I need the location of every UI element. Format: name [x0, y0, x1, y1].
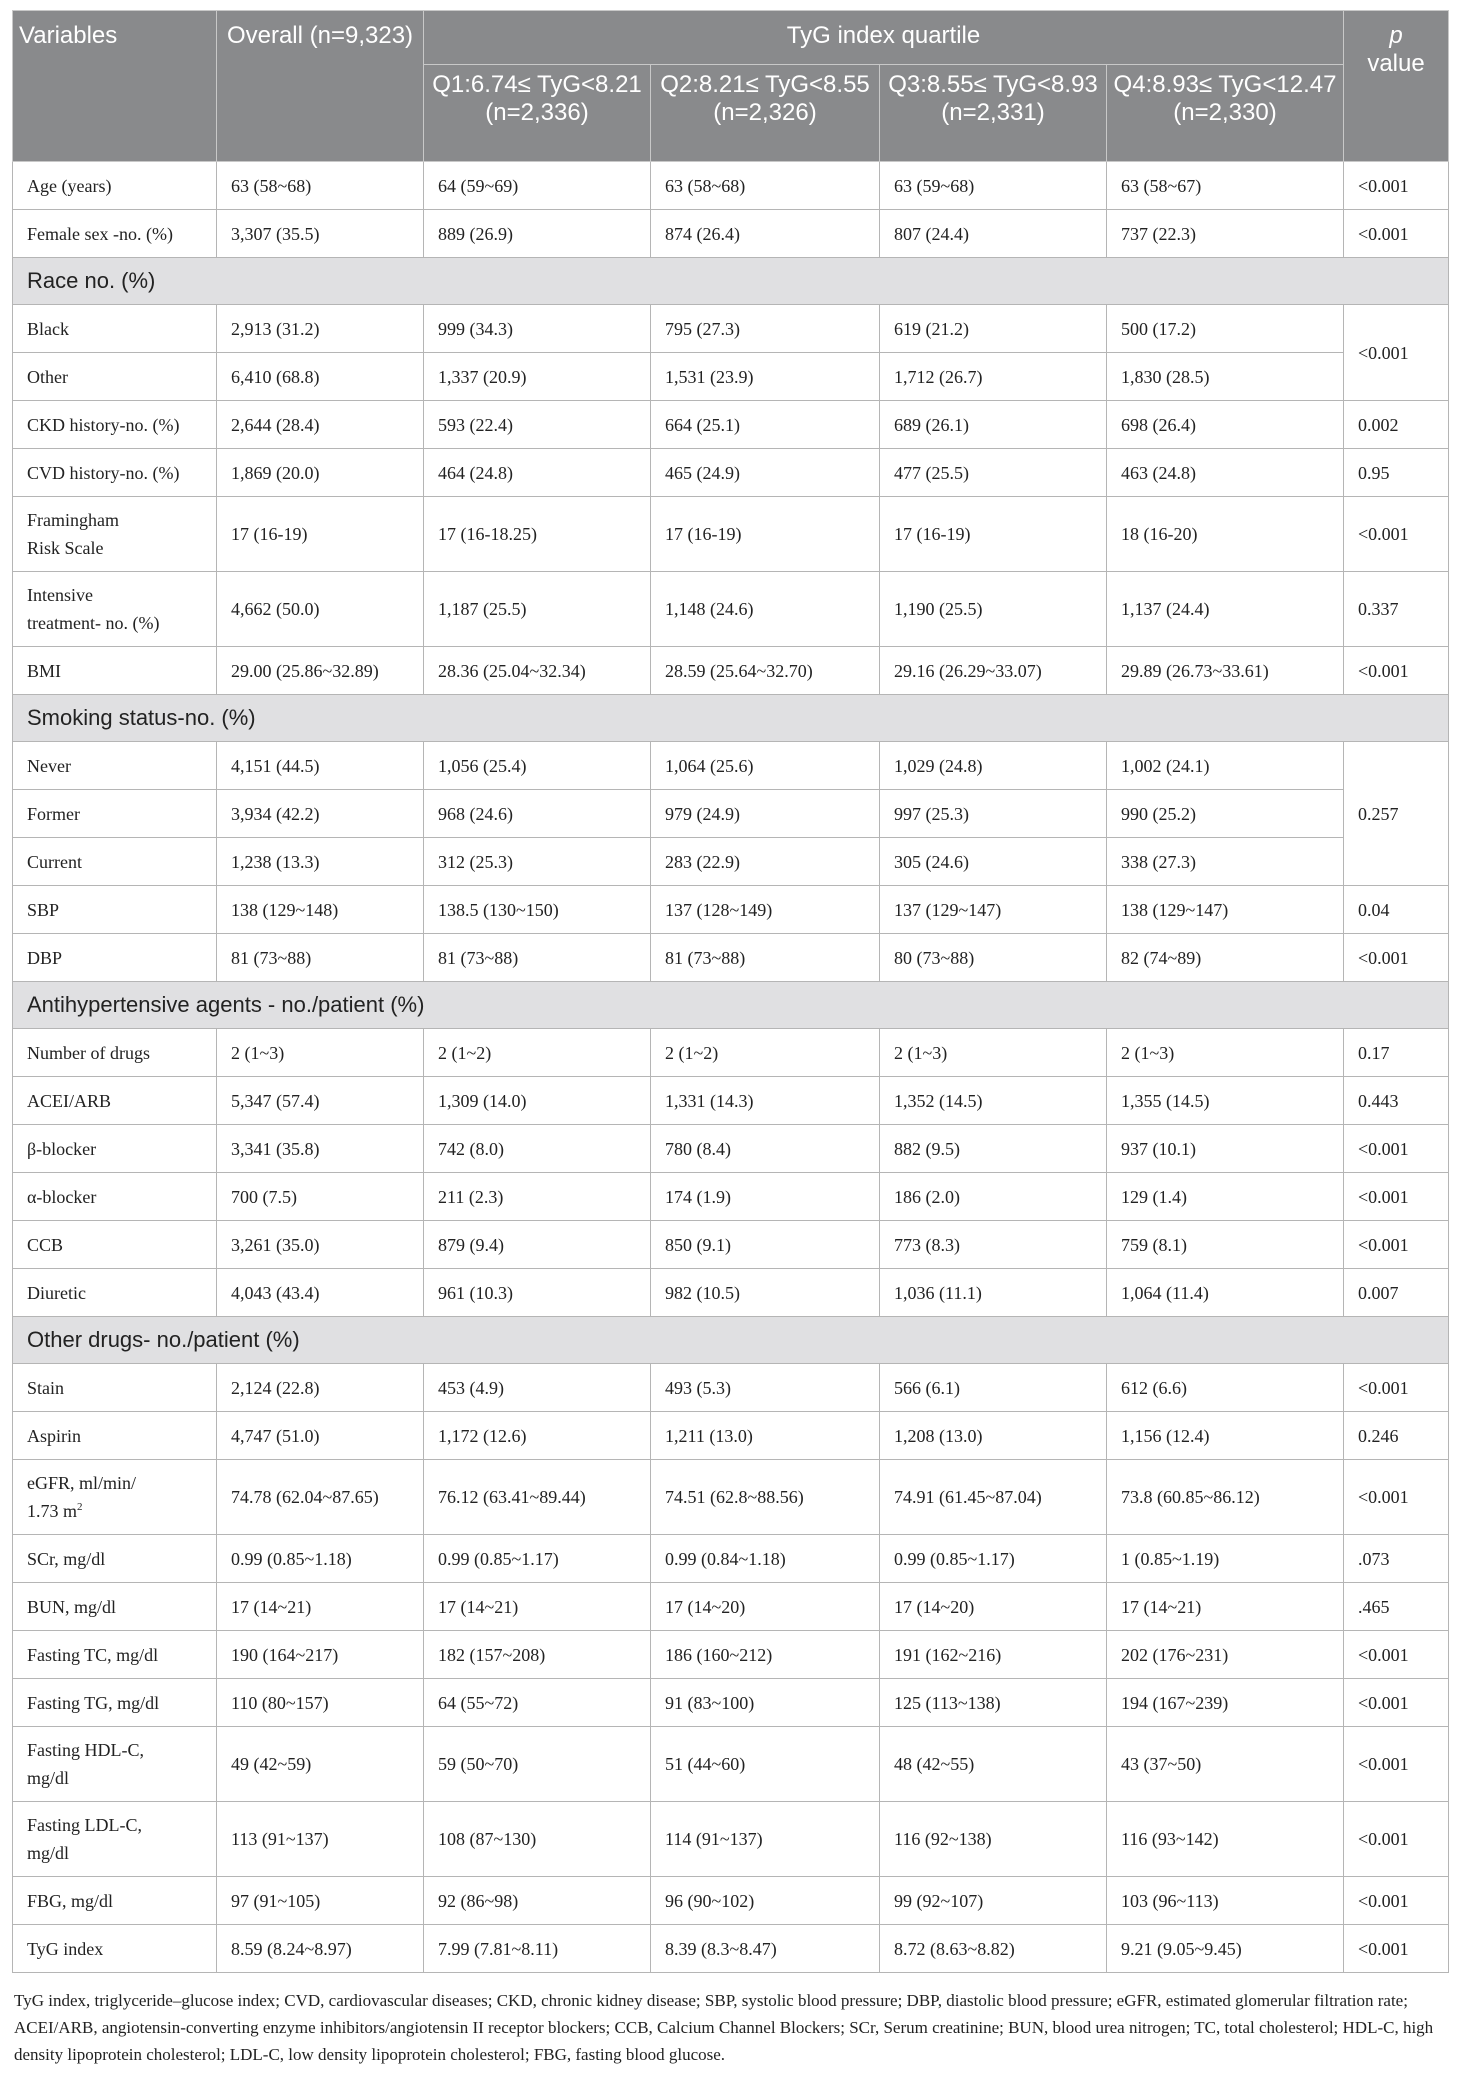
cell-q2: 664 (25.1) [651, 401, 880, 449]
row-label: SBP [13, 886, 217, 934]
cell-overall: 3,934 (42.2) [217, 790, 424, 838]
cell-q1: 1,172 (12.6) [424, 1412, 651, 1460]
cell-q2: 174 (1.9) [651, 1173, 880, 1221]
cell-q4: 759 (8.1) [1107, 1221, 1344, 1269]
section-row-other-drugs [13, 1317, 1449, 1364]
table-row [13, 1727, 1449, 1802]
section-title: Smoking status-no. (%) [13, 695, 1449, 742]
cell-p: 0.002 [1344, 401, 1449, 449]
cell-q3: 997 (25.3) [880, 790, 1107, 838]
section-title: Race no. (%) [13, 258, 1449, 305]
cell-q1: 1,056 (25.4) [424, 742, 651, 790]
cell-p: 0.04 [1344, 886, 1449, 934]
table-row [13, 1535, 1449, 1583]
cell-q2: 795 (27.3) [651, 305, 880, 353]
cell-q3: 305 (24.6) [880, 838, 1107, 886]
section-title: Other drugs- no./patient (%) [13, 1317, 1449, 1364]
cell-q3: 882 (9.5) [880, 1125, 1107, 1173]
cell-q4: 9.21 (9.05~9.45) [1107, 1925, 1344, 1973]
cell-q3: 17 (16-19) [880, 497, 1107, 572]
cell-q3: 1,036 (11.1) [880, 1269, 1107, 1317]
cell-p: 0.95 [1344, 449, 1449, 497]
cell-p: <0.001 [1344, 305, 1449, 401]
section-row-race [13, 258, 1449, 305]
row-label-line2: mg/dl [27, 1768, 70, 1788]
cell-overall: 63 (58~68) [217, 162, 424, 210]
table-row [13, 305, 1449, 353]
row-label-line1: Fasting HDL-C, [27, 1740, 144, 1760]
cell-q3: 689 (26.1) [880, 401, 1107, 449]
cell-q3: 17 (14~20) [880, 1583, 1107, 1631]
table-row [13, 1925, 1449, 1973]
cell-overall: 74.78 (62.04~87.65) [217, 1460, 424, 1535]
cell-overall: 138 (129~148) [217, 886, 424, 934]
cell-p: 0.246 [1344, 1412, 1449, 1460]
row-label: Other [13, 353, 217, 401]
row-label [13, 572, 217, 647]
cell-q4: 612 (6.6) [1107, 1364, 1344, 1412]
cell-q4: 737 (22.3) [1107, 210, 1344, 258]
cell-q3: 63 (59~68) [880, 162, 1107, 210]
row-label: DBP [13, 934, 217, 982]
row-label-line2: treatment- no. (%) [27, 613, 160, 633]
table-row [13, 1460, 1449, 1535]
cell-q3: 186 (2.0) [880, 1173, 1107, 1221]
cell-q4: 500 (17.2) [1107, 305, 1344, 353]
cell-p: <0.001 [1344, 1125, 1449, 1173]
table-row [13, 497, 1449, 572]
cell-overall: 700 (7.5) [217, 1173, 424, 1221]
cell-q3: 8.72 (8.63~8.82) [880, 1925, 1107, 1973]
cell-overall: 17 (16-19) [217, 497, 424, 572]
row-label: Current [13, 838, 217, 886]
cell-p: <0.001 [1344, 647, 1449, 695]
cell-q1: 464 (24.8) [424, 449, 651, 497]
cell-q3: 773 (8.3) [880, 1221, 1107, 1269]
cell-q4: 990 (25.2) [1107, 790, 1344, 838]
row-label: TyG index [13, 1925, 217, 1973]
cell-q1: 999 (34.3) [424, 305, 651, 353]
cell-q4: 1,355 (14.5) [1107, 1077, 1344, 1125]
row-label-line2: Risk Scale [27, 538, 104, 558]
cell-q3: 191 (162~216) [880, 1631, 1107, 1679]
row-label-line1: Intensive [27, 585, 93, 605]
cell-q3: 1,352 (14.5) [880, 1077, 1107, 1125]
row-label [13, 1802, 217, 1877]
cell-q4: 202 (176~231) [1107, 1631, 1344, 1679]
cell-q4: 2 (1~3) [1107, 1029, 1344, 1077]
cell-q3: 80 (73~88) [880, 934, 1107, 982]
table-footnote: TyG index, triglyceride–glucose index; CVD, cardiovascular diseases; CKD, chronic kidney disease; SBP, systolic blood pressure; DBP, diastolic blood pressure; eGFR, estimated glomerular filtration rate; ACEI/ARB, angiotensin-converting enzyme inhibitors/angiotensin II receptor blockers; CCB, Calcium Channel Blockers; SCr, Serum creatinine; BUN, blood urea nitrogen; TC, total cholesterol; HDL-C, high density lipoprotein cholesterol; LDL-C, low density lipoprotein cholesterol; FBG, fasting blood glucose. [14, 1991, 1434, 2064]
cell-q4: 17 (14~21) [1107, 1583, 1344, 1631]
cell-q1: 0.99 (0.85~1.17) [424, 1535, 651, 1583]
row-label: Fasting TG, mg/dl [13, 1679, 217, 1727]
cell-q2: 465 (24.9) [651, 449, 880, 497]
cell-q3: 1,208 (13.0) [880, 1412, 1107, 1460]
cell-q2: 17 (16-19) [651, 497, 880, 572]
baseline-characteristics-table [12, 10, 1449, 1973]
row-label-line1: eGFR, ml/min/ [27, 1473, 137, 1493]
cell-q2: 493 (5.3) [651, 1364, 880, 1412]
cell-overall: 4,151 (44.5) [217, 742, 424, 790]
table-row [13, 934, 1449, 982]
row-label: Age (years) [13, 162, 217, 210]
cell-q1: 879 (9.4) [424, 1221, 651, 1269]
cell-q2: 1,211 (13.0) [651, 1412, 880, 1460]
cell-overall: 113 (91~137) [217, 1802, 424, 1877]
cell-overall: 3,307 (35.5) [217, 210, 424, 258]
row-label: Aspirin [13, 1412, 217, 1460]
table-row [13, 1173, 1449, 1221]
row-label: CKD history-no. (%) [13, 401, 217, 449]
cell-q1: 1,337 (20.9) [424, 353, 651, 401]
cell-q1: 211 (2.3) [424, 1173, 651, 1221]
cell-q1: 742 (8.0) [424, 1125, 651, 1173]
cell-q3: 48 (42~55) [880, 1727, 1107, 1802]
cell-overall: 4,662 (50.0) [217, 572, 424, 647]
cell-overall: 1,238 (13.3) [217, 838, 424, 886]
cell-q4: 82 (74~89) [1107, 934, 1344, 982]
superscript: 2 [77, 1501, 83, 1513]
cell-p: <0.001 [1344, 1802, 1449, 1877]
row-label: CVD history-no. (%) [13, 449, 217, 497]
table-header [13, 11, 1449, 162]
cell-p: <0.001 [1344, 1679, 1449, 1727]
cell-p: .073 [1344, 1535, 1449, 1583]
cell-q1: 2 (1~2) [424, 1029, 651, 1077]
header-p-value [1344, 11, 1449, 162]
cell-q1: 1,309 (14.0) [424, 1077, 651, 1125]
row-label: α-blocker [13, 1173, 217, 1221]
row-label [13, 497, 217, 572]
cell-p: <0.001 [1344, 934, 1449, 982]
table-body [13, 162, 1449, 1973]
header-variables: Variables [13, 11, 217, 162]
table-row [13, 1877, 1449, 1925]
row-label: Former [13, 790, 217, 838]
cell-q3: 137 (129~147) [880, 886, 1107, 934]
cell-q4: 1,137 (24.4) [1107, 572, 1344, 647]
cell-q1: 968 (24.6) [424, 790, 651, 838]
cell-overall: 110 (80~157) [217, 1679, 424, 1727]
cell-q2: 96 (90~102) [651, 1877, 880, 1925]
table-row [13, 790, 1449, 838]
cell-q1: 64 (59~69) [424, 162, 651, 210]
table-row [13, 353, 1449, 401]
table-row [13, 1412, 1449, 1460]
cell-q1: 59 (50~70) [424, 1727, 651, 1802]
cell-q1: 64 (55~72) [424, 1679, 651, 1727]
cell-q1: 92 (86~98) [424, 1877, 651, 1925]
cell-q3: 807 (24.4) [880, 210, 1107, 258]
cell-p: <0.001 [1344, 1460, 1449, 1535]
cell-q1: 593 (22.4) [424, 401, 651, 449]
cell-overall: 81 (73~88) [217, 934, 424, 982]
cell-overall: 2,124 (22.8) [217, 1364, 424, 1412]
cell-q2: 74.51 (62.8~88.56) [651, 1460, 880, 1535]
table-container [12, 10, 1448, 2068]
row-label [13, 1460, 217, 1535]
cell-q4: 73.8 (60.85~86.12) [1107, 1460, 1344, 1535]
row-label: β-blocker [13, 1125, 217, 1173]
row-label: Diuretic [13, 1269, 217, 1317]
cell-q2: 186 (160~212) [651, 1631, 880, 1679]
cell-q2: 51 (44~60) [651, 1727, 880, 1802]
cell-q2: 8.39 (8.3~8.47) [651, 1925, 880, 1973]
cell-q2: 2 (1~2) [651, 1029, 880, 1077]
row-label-line1: Framingham [27, 510, 119, 530]
table-row [13, 886, 1449, 934]
cell-q3: 477 (25.5) [880, 449, 1107, 497]
cell-q3: 0.99 (0.85~1.17) [880, 1535, 1107, 1583]
cell-q4: 1,156 (12.4) [1107, 1412, 1344, 1460]
table-row [13, 1802, 1449, 1877]
cell-q2: 1,331 (14.3) [651, 1077, 880, 1125]
cell-q1: 1,187 (25.5) [424, 572, 651, 647]
cell-q3: 29.16 (26.29~33.07) [880, 647, 1107, 695]
cell-p: <0.001 [1344, 1631, 1449, 1679]
header-p-word: value [1367, 50, 1425, 77]
cell-overall: 3,261 (35.0) [217, 1221, 424, 1269]
cell-q2: 874 (26.4) [651, 210, 880, 258]
table-row [13, 838, 1449, 886]
cell-overall: 8.59 (8.24~8.97) [217, 1925, 424, 1973]
cell-overall: 2,644 (28.4) [217, 401, 424, 449]
cell-overall: 4,747 (51.0) [217, 1412, 424, 1460]
cell-p: 0.007 [1344, 1269, 1449, 1317]
row-label: Fasting TC, mg/dl [13, 1631, 217, 1679]
cell-q4: 1,002 (24.1) [1107, 742, 1344, 790]
table-row [13, 1364, 1449, 1412]
row-label-line2: 1.73 m [27, 1501, 78, 1521]
cell-overall: 6,410 (68.8) [217, 353, 424, 401]
cell-q4: 1 (0.85~1.19) [1107, 1535, 1344, 1583]
cell-p: <0.001 [1344, 162, 1449, 210]
cell-overall: 97 (91~105) [217, 1877, 424, 1925]
cell-overall: 2,913 (31.2) [217, 305, 424, 353]
cell-q4: 138 (129~147) [1107, 886, 1344, 934]
row-label [13, 1727, 217, 1802]
cell-q3: 74.91 (61.45~87.04) [880, 1460, 1107, 1535]
cell-q2: 1,531 (23.9) [651, 353, 880, 401]
cell-p: <0.001 [1344, 210, 1449, 258]
cell-q3: 619 (21.2) [880, 305, 1107, 353]
cell-p: <0.001 [1344, 497, 1449, 572]
cell-overall: 5,347 (57.4) [217, 1077, 424, 1125]
cell-q2: 850 (9.1) [651, 1221, 880, 1269]
cell-q3: 2 (1~3) [880, 1029, 1107, 1077]
cell-q2: 63 (58~68) [651, 162, 880, 210]
cell-overall: 29.00 (25.86~32.89) [217, 647, 424, 695]
cell-q1: 7.99 (7.81~8.11) [424, 1925, 651, 1973]
cell-q1: 108 (87~130) [424, 1802, 651, 1877]
header-q1: Q1:6.74≤ TyG<8.21 (n=2,336) [424, 65, 651, 162]
section-row-antihypertensive [13, 982, 1449, 1029]
cell-q2: 283 (22.9) [651, 838, 880, 886]
cell-q4: 1,830 (28.5) [1107, 353, 1344, 401]
table-row [13, 647, 1449, 695]
cell-q2: 979 (24.9) [651, 790, 880, 838]
cell-q2: 91 (83~100) [651, 1679, 880, 1727]
table-row [13, 1029, 1449, 1077]
row-label: SCr, mg/dl [13, 1535, 217, 1583]
cell-q4: 698 (26.4) [1107, 401, 1344, 449]
cell-p: <0.001 [1344, 1173, 1449, 1221]
cell-q3: 99 (92~107) [880, 1877, 1107, 1925]
cell-q1: 312 (25.3) [424, 838, 651, 886]
cell-q4: 463 (24.8) [1107, 449, 1344, 497]
cell-q1: 182 (157~208) [424, 1631, 651, 1679]
cell-q4: 43 (37~50) [1107, 1727, 1344, 1802]
table-row [13, 742, 1449, 790]
cell-overall: 190 (164~217) [217, 1631, 424, 1679]
cell-q4: 103 (96~113) [1107, 1877, 1344, 1925]
cell-q3: 125 (113~138) [880, 1679, 1107, 1727]
cell-q3: 566 (6.1) [880, 1364, 1107, 1412]
cell-q4: 194 (167~239) [1107, 1679, 1344, 1727]
row-label: BMI [13, 647, 217, 695]
cell-p: 0.337 [1344, 572, 1449, 647]
header-q2: Q2:8.21≤ TyG<8.55 (n=2,326) [651, 65, 880, 162]
cell-q1: 28.36 (25.04~32.34) [424, 647, 651, 695]
table-row [13, 401, 1449, 449]
section-row-smoking [13, 695, 1449, 742]
table-row [13, 1125, 1449, 1173]
cell-q4: 29.89 (26.73~33.61) [1107, 647, 1344, 695]
cell-p: <0.001 [1344, 1364, 1449, 1412]
row-label: Female sex -no. (%) [13, 210, 217, 258]
cell-q4: 63 (58~67) [1107, 162, 1344, 210]
cell-q1: 17 (16-18.25) [424, 497, 651, 572]
table-row [13, 210, 1449, 258]
cell-q3: 1,712 (26.7) [880, 353, 1107, 401]
section-title: Antihypertensive agents - no./patient (%) [13, 982, 1449, 1029]
table-row [13, 1221, 1449, 1269]
cell-q4: 1,064 (11.4) [1107, 1269, 1344, 1317]
cell-q2: 28.59 (25.64~32.70) [651, 647, 880, 695]
row-label: CCB [13, 1221, 217, 1269]
cell-q4: 18 (16-20) [1107, 497, 1344, 572]
cell-overall: 4,043 (43.4) [217, 1269, 424, 1317]
row-label: Never [13, 742, 217, 790]
header-p-letter: p [1389, 22, 1403, 49]
table-row [13, 449, 1449, 497]
cell-q4: 937 (10.1) [1107, 1125, 1344, 1173]
table-row [13, 1583, 1449, 1631]
cell-q3: 1,029 (24.8) [880, 742, 1107, 790]
cell-q3: 1,190 (25.5) [880, 572, 1107, 647]
cell-q1: 961 (10.3) [424, 1269, 651, 1317]
cell-overall: 0.99 (0.85~1.18) [217, 1535, 424, 1583]
cell-q2: 982 (10.5) [651, 1269, 880, 1317]
row-label-line1: Fasting LDL-C, [27, 1815, 142, 1835]
cell-q1: 453 (4.9) [424, 1364, 651, 1412]
header-overall: Overall (n=9,323) [217, 11, 424, 162]
cell-p: 0.257 [1344, 742, 1449, 886]
cell-q1: 138.5 (130~150) [424, 886, 651, 934]
cell-p: <0.001 [1344, 1877, 1449, 1925]
cell-q4: 338 (27.3) [1107, 838, 1344, 886]
table-row [13, 1269, 1449, 1317]
cell-q2: 1,064 (25.6) [651, 742, 880, 790]
cell-q2: 17 (14~20) [651, 1583, 880, 1631]
cell-q1: 889 (26.9) [424, 210, 651, 258]
cell-q1: 17 (14~21) [424, 1583, 651, 1631]
table-row [13, 572, 1449, 647]
cell-p: 0.443 [1344, 1077, 1449, 1125]
cell-q4: 116 (93~142) [1107, 1802, 1344, 1877]
header-q3: Q3:8.55≤ TyG<8.93 (n=2,331) [880, 65, 1107, 162]
cell-p: 0.17 [1344, 1029, 1449, 1077]
row-label: Number of drugs [13, 1029, 217, 1077]
row-label: ACEI/ARB [13, 1077, 217, 1125]
table-row [13, 1679, 1449, 1727]
cell-q2: 81 (73~88) [651, 934, 880, 982]
table-row [13, 162, 1449, 210]
cell-q1: 81 (73~88) [424, 934, 651, 982]
header-q4: Q4:8.93≤ TyG<12.47 (n=2,330) [1107, 65, 1344, 162]
table-row [13, 1077, 1449, 1125]
cell-q2: 114 (91~137) [651, 1802, 880, 1877]
row-label: Stain [13, 1364, 217, 1412]
row-label: BUN, mg/dl [13, 1583, 217, 1631]
cell-overall: 49 (42~59) [217, 1727, 424, 1802]
cell-q2: 0.99 (0.84~1.18) [651, 1535, 880, 1583]
cell-p: .465 [1344, 1583, 1449, 1631]
cell-p: <0.001 [1344, 1221, 1449, 1269]
cell-q4: 129 (1.4) [1107, 1173, 1344, 1221]
row-label: FBG, mg/dl [13, 1877, 217, 1925]
cell-q2: 780 (8.4) [651, 1125, 880, 1173]
cell-q2: 137 (128~149) [651, 886, 880, 934]
row-label: Black [13, 305, 217, 353]
cell-q1: 76.12 (63.41~89.44) [424, 1460, 651, 1535]
cell-p: <0.001 [1344, 1727, 1449, 1802]
cell-q3: 116 (92~138) [880, 1802, 1107, 1877]
row-label-line2: mg/dl [27, 1843, 70, 1863]
cell-q2: 1,148 (24.6) [651, 572, 880, 647]
cell-overall: 17 (14~21) [217, 1583, 424, 1631]
header-tyg-quartile: TyG index quartile [424, 11, 1344, 65]
cell-overall: 2 (1~3) [217, 1029, 424, 1077]
cell-p: <0.001 [1344, 1925, 1449, 1973]
cell-overall: 3,341 (35.8) [217, 1125, 424, 1173]
cell-overall: 1,869 (20.0) [217, 449, 424, 497]
table-row [13, 1631, 1449, 1679]
